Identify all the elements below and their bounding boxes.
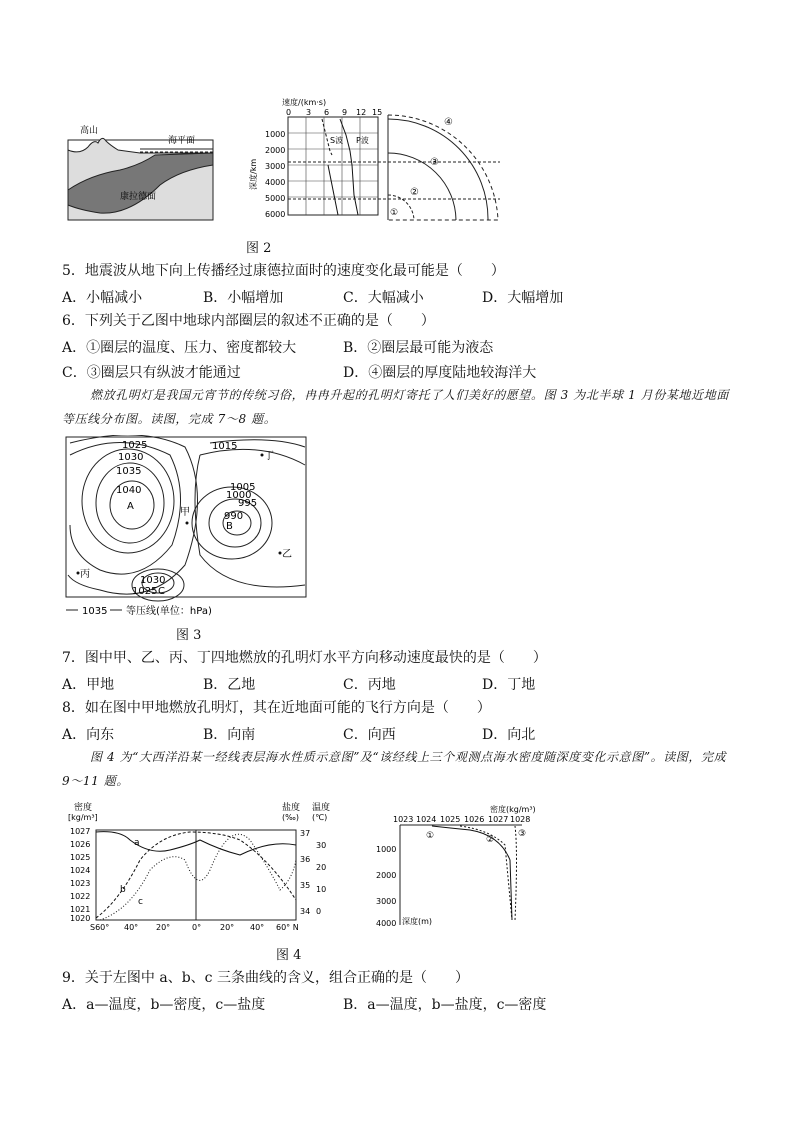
q5-option-d[interactable]: D．大幅增加 [482,290,564,306]
svg-text:1027: 1027 [488,815,509,824]
svg-text:密度: 密度 [74,803,93,813]
svg-text:B: B [226,521,233,532]
q5-option-a[interactable]: A．小幅减小 [62,290,143,306]
fig3-intro: 燃放孔明灯是我国元宵节的传统习俗，冉冉升起的孔明灯寄托了人们美好的愿望。图 3 为北半球 1 月份某地近地面等压线分布图。读图，完成 7～8 题。 [62,388,729,426]
svg-text:深度(m): 深度(m) [402,917,433,926]
svg-text:10: 10 [316,885,327,894]
svg-text:盐度: 盐度 [282,803,301,813]
svg-text:37: 37 [300,829,311,838]
svg-text:1025: 1025 [70,853,91,862]
svg-text:40°: 40° [250,923,265,932]
svg-text:1024: 1024 [416,815,437,824]
svg-text:4000: 4000 [265,178,286,187]
svg-text:1000: 1000 [226,490,252,501]
svg-text:995: 995 [238,498,258,509]
q5-option-b[interactable]: B．小幅增加 [203,290,284,306]
svg-text:990: 990 [224,511,244,522]
svg-text:(‰): (‰) [282,813,299,822]
svg-text:1025: 1025 [440,815,461,824]
svg-text:1026: 1026 [464,815,485,824]
svg-text:3000: 3000 [376,897,397,906]
q8-option-c[interactable]: C．向西 [343,727,396,743]
svg-text:6: 6 [324,108,330,117]
svg-text:1000: 1000 [376,845,397,854]
svg-text:C: C [158,586,165,597]
figure-4 [60,800,540,935]
q8-option-a[interactable]: A．向东 [62,727,115,743]
sea-level-label: 海平面 [168,136,196,146]
q6-option-b[interactable]: B．②圈层最可能为液态 [343,340,494,356]
svg-text:(℃): (℃) [312,813,328,822]
figure-4-caption: 图 4 [276,948,302,963]
p-wave-label: P波 [356,136,369,145]
svg-text:1025: 1025 [132,586,158,597]
svg-text:S60°: S60° [90,923,110,932]
svg-text:1005: 1005 [230,482,256,493]
svg-text:c: c [138,897,143,907]
svg-text:0: 0 [286,108,292,117]
figure-3 [60,435,310,620]
surface-seawater-chart [68,801,330,932]
svg-text:b: b [120,885,126,895]
density-depth-chart [376,804,536,928]
svg-text:③: ③ [430,157,439,168]
q6-option-c[interactable]: C．③圈层只有纵波才能通过 [62,365,241,381]
s-wave-label: S波 [330,136,344,145]
q7-option-d[interactable]: D．丁地 [482,677,536,693]
svg-text:丙: 丙 [80,569,90,580]
svg-text:2000: 2000 [265,146,286,155]
svg-text:5000: 5000 [265,194,286,203]
svg-text:20°: 20° [156,923,171,932]
crust-cross-section [68,124,213,220]
q9-option-a[interactable]: A．a—温度，b—密度，c—盐度 [62,997,266,1013]
svg-text:3000: 3000 [265,162,286,171]
svg-text:a: a [134,838,140,848]
svg-text:34: 34 [300,907,311,916]
q8-option-b[interactable]: B．向南 [203,727,256,743]
svg-text:密度(kg/m³): 密度(kg/m³) [490,805,536,814]
svg-text:1035: 1035 [116,466,142,477]
svg-text:温度: 温度 [312,803,331,813]
svg-text:0: 0 [316,907,322,916]
svg-text:丁: 丁 [264,451,274,462]
svg-text:③: ③ [518,829,527,839]
figure-2 [60,95,500,230]
question-9: 9．关于左图中 a、b、c 三条曲线的含义，组合正确的是（ ） [62,970,469,986]
svg-text:1026: 1026 [70,840,91,849]
svg-text:[kg/m³]: [kg/m³] [68,813,98,822]
svg-text:20°: 20° [220,923,235,932]
legend-text: 等压线(单位：hPa) [126,606,212,617]
svg-text:30: 30 [316,841,327,850]
svg-text:1025: 1025 [122,440,148,451]
earth-layers-diagram [388,115,498,220]
fig4-intro: 图 4 为“大西洋沿某一经线表层海水性质示意图”及“该经线上三个观测点海水密度随深度变化示意图”。读图，完成 9～11 题。 [62,750,727,788]
depth-title: 深度/km [249,158,258,190]
svg-text:1021: 1021 [70,905,91,914]
svg-text:9: 9 [342,108,348,117]
svg-text:2000: 2000 [376,871,397,880]
wave-velocity-graph [248,97,500,219]
svg-text:1027: 1027 [70,827,91,836]
svg-text:36: 36 [300,855,311,864]
q7-option-c[interactable]: C．丙地 [343,677,396,693]
svg-text:1023: 1023 [70,879,91,888]
svg-text:1024: 1024 [70,866,91,875]
svg-text:A: A [127,501,134,512]
question-5: 5．地震波从地下向上传播经过康德拉面时的速度变化最可能是（ ） [62,263,505,279]
svg-text:4000: 4000 [376,919,397,928]
svg-text:1022: 1022 [70,892,91,901]
svg-text:20: 20 [316,863,327,872]
svg-text:1030: 1030 [118,452,144,463]
svg-text:35: 35 [300,881,311,890]
svg-text:1000: 1000 [265,130,286,139]
q8-option-d[interactable]: D．向北 [482,727,536,743]
svg-text:6000: 6000 [265,210,286,219]
svg-text:①: ① [426,831,435,841]
question-8: 8．如在图中甲地燃放孔明灯，其在近地面可能的飞行方向是（ ） [62,700,491,716]
svg-text:40°: 40° [124,923,139,932]
svg-text:1040: 1040 [116,485,142,496]
q6-option-d[interactable]: D．④圈层的厚度陆地较海洋大 [343,365,537,381]
q5-option-c[interactable]: C．大幅减小 [343,290,424,306]
svg-text:②: ② [486,835,495,845]
svg-text:1020: 1020 [70,914,91,923]
svg-text:甲: 甲 [180,507,190,518]
mountain-label: 高山 [80,126,99,136]
svg-text:0°: 0° [192,923,202,932]
figure-2-caption: 图 2 [246,241,272,256]
svg-text:15: 15 [372,108,383,117]
q7-option-b[interactable]: B．乙地 [203,677,256,693]
q6-option-a[interactable]: A．①圈层的温度、压力、密度都较大 [62,340,297,356]
svg-text:1023: 1023 [393,815,414,824]
q7-option-a[interactable]: A．甲地 [62,677,115,693]
conrad-label: 康拉德面 [120,192,157,202]
svg-text:3: 3 [306,108,312,117]
svg-text:12: 12 [356,108,367,117]
svg-text:乙: 乙 [282,549,292,560]
svg-text:1028: 1028 [510,815,531,824]
svg-text:1030: 1030 [140,575,166,586]
question-7: 7．图中甲、乙、丙、丁四地燃放的孔明灯水平方向移动速度最快的是（ ） [62,650,547,666]
svg-text:②: ② [410,187,419,198]
figure-3-caption: 图 3 [176,628,202,643]
velocity-title: 速度/(km·s) [282,98,327,107]
svg-text:60° N: 60° N [276,923,299,932]
svg-text:1015: 1015 [212,441,238,452]
legend-value: 1035 [82,606,108,617]
question-6: 6．下列关于乙图中地球内部圈层的叙述不正确的是（ ） [62,313,435,329]
svg-text:①: ① [390,208,399,218]
q9-option-b[interactable]: B．a—温度，b—盐度，c—密度 [343,997,547,1013]
svg-text:④: ④ [444,117,453,128]
